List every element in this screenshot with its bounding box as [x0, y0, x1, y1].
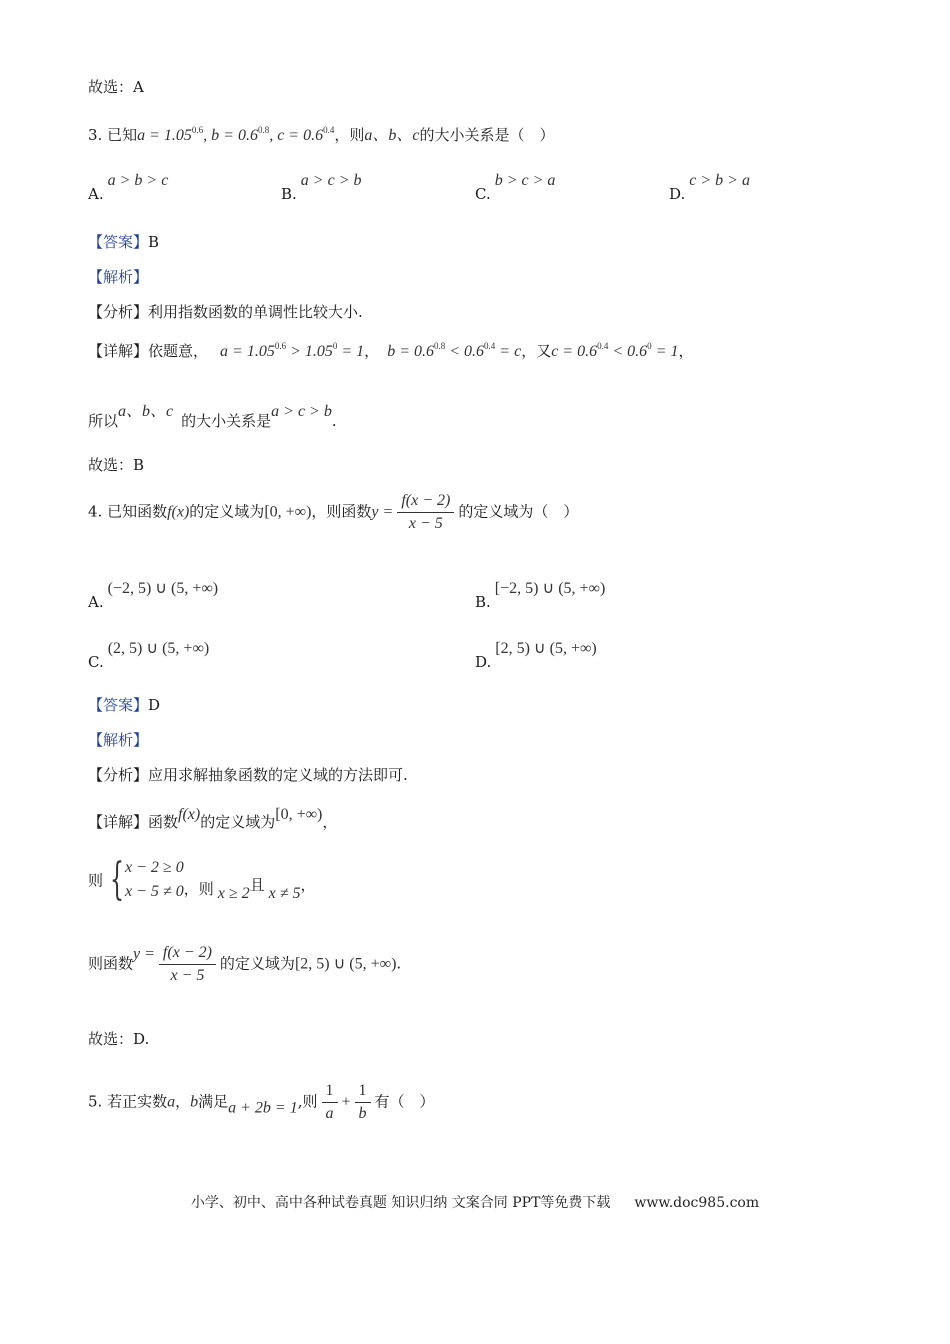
- q3-conclusion: 所以a、b、c的大小关系是a > c > b.: [88, 403, 337, 430]
- q3-cond-b: , $b = 0.6^{0.8}$: [203, 125, 270, 144]
- q4-option-a: A.(−2, 5) ∪ (5, +∞): [88, 580, 219, 611]
- page-footer: [0, 1192, 950, 1212]
- q4-system: 则 { x − 2 ≥ 0 x − 5 ≠ 0 ，则 x ≥ 2且 x ≠ 5，: [88, 854, 316, 905]
- q3-stem: 3. 已知$a = 1.05^{0.6}$, $b = 0.6^{0.8}$, $c = 0.6^{0.4}$，则a、b、c的大小关系是（ ）: [88, 125, 555, 144]
- q3-choice: 故选：B: [88, 456, 145, 474]
- q3-detail-eq1: $a = 1.05^{0.6} > 1.05^0 = 1$: [220, 341, 365, 360]
- q5-fraction-2: $\frac{1}{b}$: [355, 1080, 371, 1125]
- footer-text: 小学、初中、高中各种试卷真题 知识归纳 文案合同 PPT等免费下载: [190, 1195, 611, 1211]
- q5-fraction-1: $\frac{1}{a}$: [322, 1080, 338, 1125]
- q5-stem: 5. 若正实数a，b满足a + 2b = 1,则 $\frac{1}{a}$ + $\frac{1}{b}$ 有（ ）: [88, 1080, 435, 1125]
- q3-cond-a: $a = 1.05^{0.6}$: [137, 125, 204, 144]
- q3-vars: a、b、c: [364, 127, 420, 144]
- q3-cond-c: , $c = 0.6^{0.4}$: [269, 125, 335, 144]
- q4-stem: 4. 已知函数f(x)的定义域为[0, +∞)，则函数y = $\frac{f(x - 2)}{x - 5}$ 的定义域为（ ）: [88, 490, 578, 535]
- footer-url[interactable]: www.doc985.com: [634, 1195, 760, 1211]
- q3-detail-eq2: $b = 0.6^{0.8} < 0.6^{0.4} = c$: [387, 341, 522, 360]
- q4-detail: 【详解】函数f(x)的定义域为[0, +∞)，: [88, 806, 338, 831]
- q3-option-b: B.a > c > b: [281, 172, 362, 203]
- q2-choice: 故选：A: [88, 78, 144, 96]
- q4-analysis-tag: 【解析】: [88, 731, 149, 749]
- q4-option-d: D.[2, 5) ∪ (5, +∞): [475, 640, 597, 671]
- q3-detail: 【详解】依题意， $a = 1.05^{0.6} > 1.05^0 = 1$， $b = 0.6^{0.8} < 0.6^{0.4} = c$，又$c = 0.6^{0.4} < 0.6^0 = 1$，: [88, 341, 694, 360]
- q3-detail-eq3: $c = 0.6^{0.4} < 0.6^0 = 1$: [551, 341, 679, 360]
- q4-conclusion: 则函数y = $\frac{f(x - 2)}{x - 5}$ 的定义域为[2, 5) ∪ (5, +∞).: [88, 942, 401, 987]
- q4-fraction: $\frac{f(x - 2)}{x - 5}$: [397, 490, 454, 535]
- q4-option-c: C.(2, 5) ∪ (5, +∞): [88, 640, 210, 671]
- q4-answer: 【答案】D: [88, 696, 161, 714]
- q4-fenxi: 【分析】应用求解抽象函数的定义域的方法即可.: [88, 766, 408, 784]
- q3-fenxi: 【分析】利用指数函数的单调性比较大小.: [88, 303, 363, 321]
- brace-symbol: {: [110, 854, 125, 905]
- q4-conclusion-fraction: $\frac{f(x - 2)}{x - 5}$: [159, 942, 216, 987]
- q3-option-a: A.a > b > c: [88, 172, 169, 203]
- q4-option-b: B.[−2, 5) ∪ (5, +∞): [475, 580, 606, 611]
- q3-option-d: D.c > b > a: [669, 172, 750, 203]
- q3-analysis-tag: 【解析】: [88, 268, 149, 286]
- q3-answer: 【答案】B: [88, 233, 160, 251]
- q4-choice: 故选：D.: [88, 1030, 150, 1048]
- q3-option-c: C.b > c > a: [475, 172, 556, 203]
